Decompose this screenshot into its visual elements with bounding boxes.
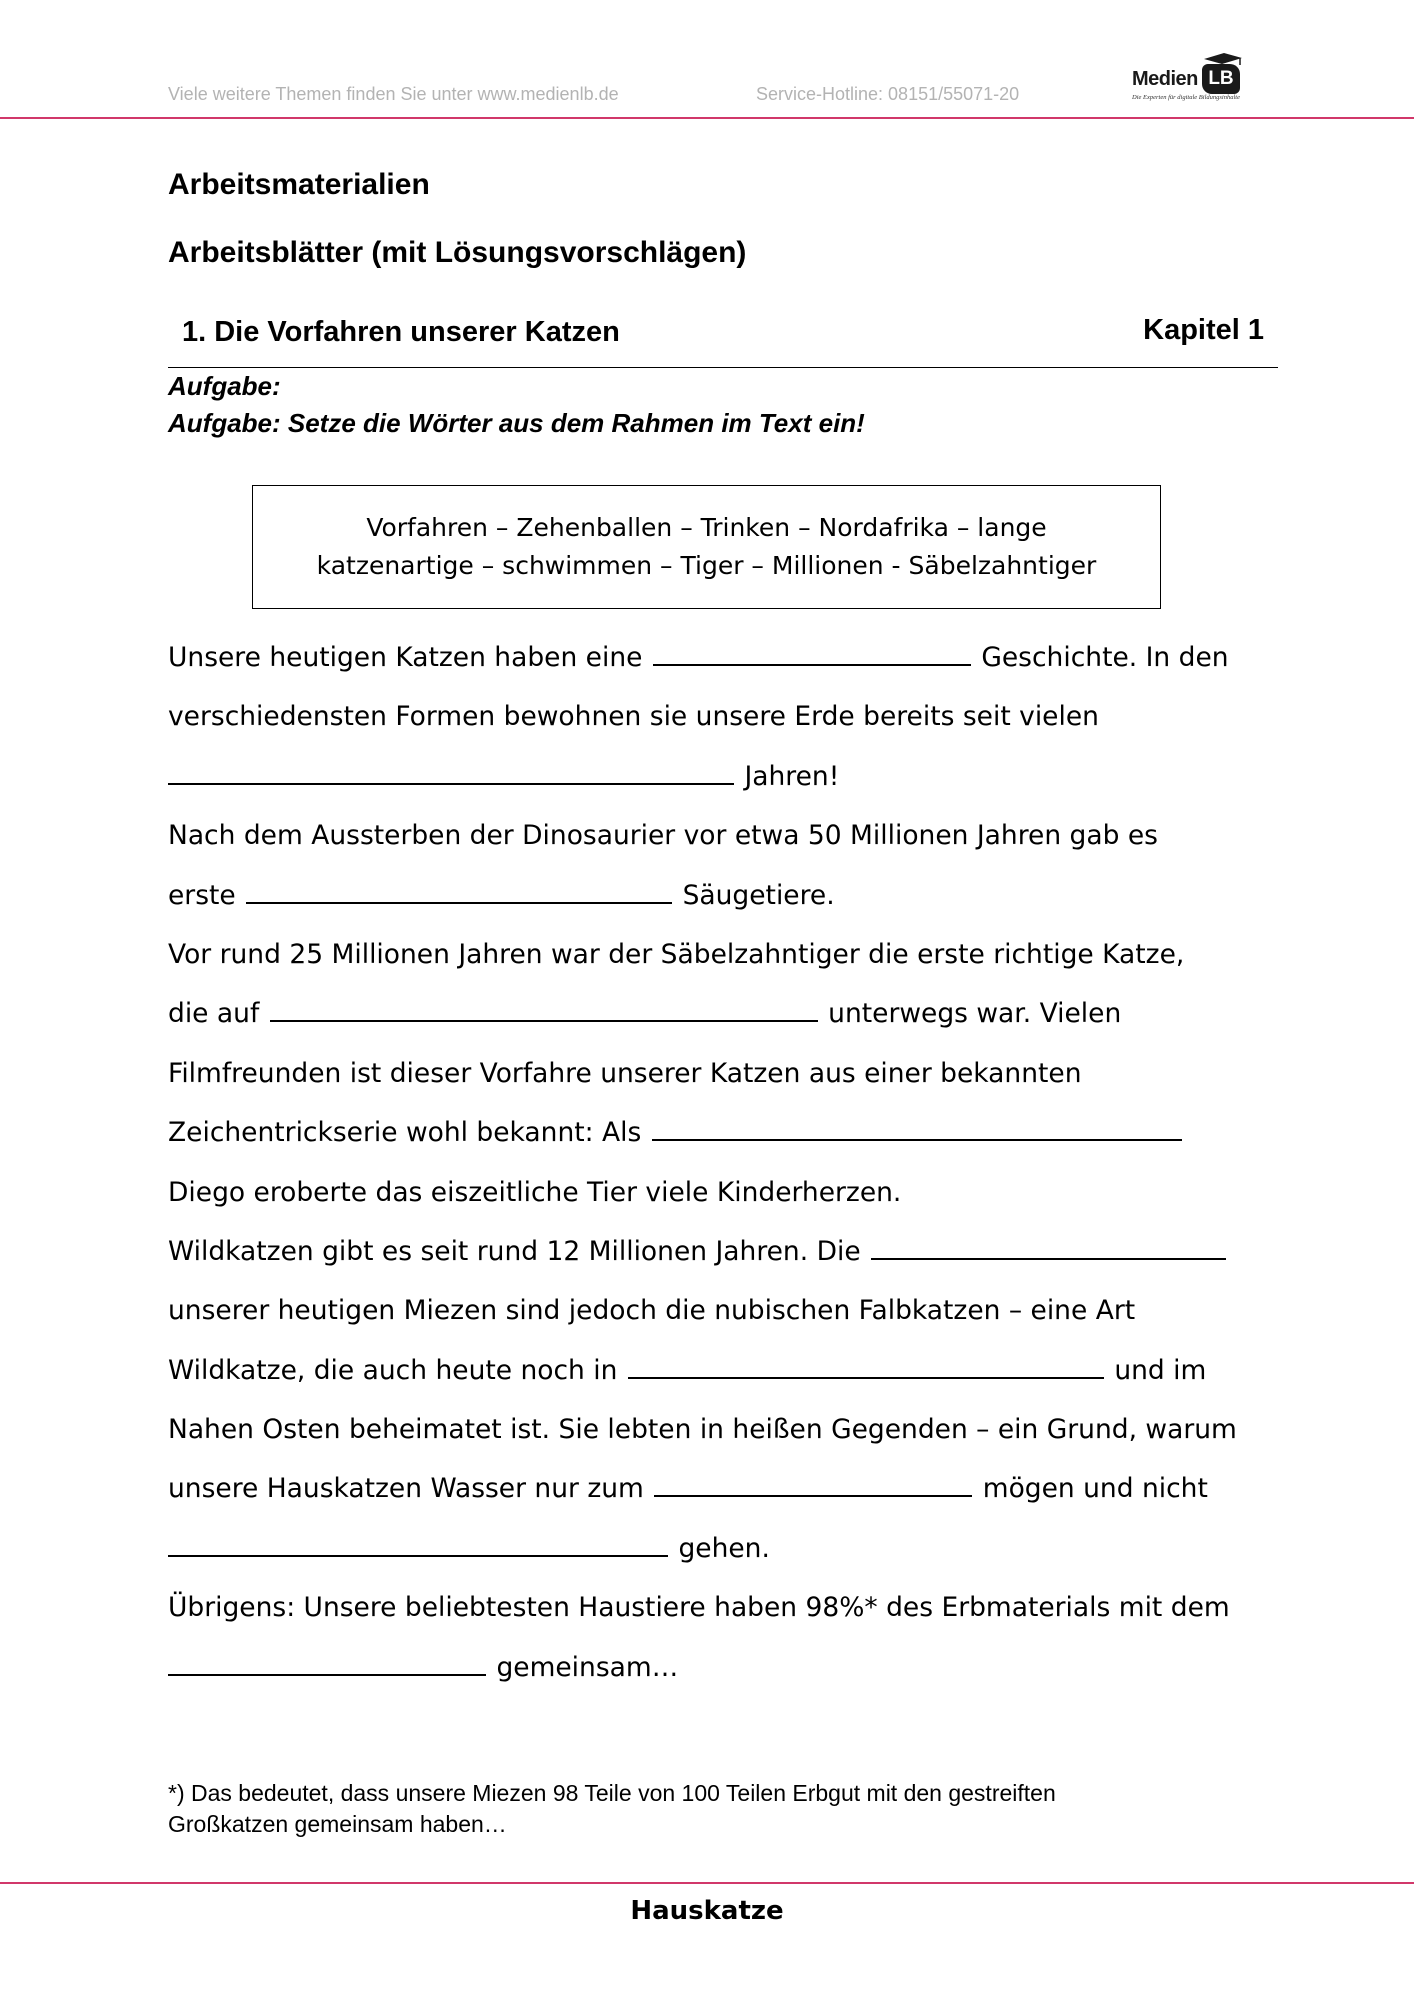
word-box (252, 485, 1161, 609)
cloze-text-segment: unsere Hauskatzen Wasser nur zum (168, 1473, 644, 1505)
cloze-text-segment: mögen und nicht (982, 1473, 1208, 1505)
cloze-text-segment: Filmfreunden ist dieser Vorfahre unserer Katzen aus einer bekannten (168, 1057, 1082, 1089)
header-divider (0, 117, 1414, 119)
header-hotline-text: Service-Hotline: 08151/55071-20 (756, 84, 1020, 104)
cloze-line (168, 806, 1308, 865)
logo-tagline: Die Experten für digitale Bildungsinhalte (1132, 94, 1240, 101)
cloze-text-segment: Vor rund 25 Millionen Jahren war der Säbelzahntiger die erste richtige Katze, (168, 938, 1185, 970)
cloze-text-segment: und im (1114, 1354, 1207, 1386)
cloze-line (168, 866, 1308, 925)
word-box-line: katzenartige – schwimmen – Tiger – Millionen - Säbelzahntiger (316, 551, 1097, 580)
answer-blank[interactable] (628, 1353, 1104, 1379)
answer-blank[interactable] (654, 1471, 972, 1497)
cloze-line (168, 687, 1308, 746)
header-website-text: Viele weitere Themen finden Sie unter www.medienlb.de (168, 84, 619, 104)
cloze-text-segment: Nahen Osten beheimatet ist. Sie lebten in heißen Gegenden – ein Grund, warum (168, 1414, 1237, 1446)
medienlb-logo (1130, 52, 1270, 108)
cloze-line (168, 747, 1308, 806)
cloze-line (168, 1519, 1308, 1578)
word-box-line: Vorfahren – Zehenballen – Trinken – Nordafrika – lange (366, 513, 1047, 542)
footnote-line: *) Das bedeutet, dass unsere Miezen 98 Teile von 100 Teilen Erbgut mit den gestreiften (168, 1780, 1056, 1806)
page-title: Arbeitsmaterialien (168, 168, 430, 201)
footer-divider (0, 1882, 1414, 1884)
cloze-text-segment: Zeichentrickserie wohl bekannt: Als (168, 1117, 642, 1149)
logo-word: Medien (1132, 68, 1198, 90)
page-subtitle: Arbeitsblätter (mit Lösungsvorschlägen) (168, 236, 747, 269)
cloze-text-segment: Diego eroberte das eiszeitliche Tier viele Kinderherzen. (168, 1176, 902, 1208)
cloze-line (168, 1163, 1308, 1222)
answer-blank[interactable] (652, 1115, 1182, 1141)
cloze-line (168, 1578, 1308, 1637)
cloze-line (168, 1459, 1308, 1518)
cloze-text (168, 628, 1308, 1697)
footnote-line: Großkatzen gemeinsam haben… (168, 1811, 507, 1837)
logo-badge: LB (1202, 64, 1240, 94)
task-heading: Aufgabe: (168, 371, 281, 401)
answer-blank[interactable] (270, 996, 818, 1022)
cloze-line (168, 984, 1308, 1043)
page-footer: Hauskatze (630, 1896, 784, 1926)
cloze-text-segment: gehen. (678, 1532, 770, 1564)
cloze-text-segment: gemeinsam… (496, 1651, 679, 1683)
cloze-text-segment: Übrigens: Unsere beliebtesten Haustiere haben 98%* des Erbmaterials mit dem (168, 1592, 1230, 1624)
cloze-text-segment: erste (168, 879, 236, 911)
cloze-line (168, 1341, 1308, 1400)
cloze-text-segment: Wildkatze, die auch heute noch in (168, 1354, 618, 1386)
cloze-text-segment: Unsere heutigen Katzen haben eine (168, 642, 643, 673)
cloze-line (168, 1103, 1308, 1162)
cloze-text-segment: Geschichte. In den (981, 642, 1229, 673)
cloze-text-segment: verschiedensten Formen bewohnen sie unsere Erde bereits seit vielen (168, 701, 1099, 733)
cloze-text-segment: Säugetiere. (682, 879, 835, 911)
cloze-text-segment: Wildkatzen gibt es seit rund 12 Millionen Jahren. Die (168, 1235, 861, 1267)
cloze-line (168, 1222, 1308, 1281)
answer-blank[interactable] (653, 640, 971, 666)
cloze-line (168, 628, 1308, 687)
task-instruction: Aufgabe: Setze die Wörter aus dem Rahmen im Text ein! (168, 408, 865, 438)
answer-blank[interactable] (871, 1234, 1226, 1260)
answer-blank[interactable] (168, 759, 734, 785)
cloze-text-segment: unterwegs war. Vielen (828, 998, 1122, 1030)
cloze-text-segment: die auf (168, 998, 260, 1030)
cloze-text-segment: Nach dem Aussterben der Dinosaurier vor etwa 50 Millionen Jahren gab es (168, 820, 1158, 852)
footnote (168, 1778, 1056, 1840)
answer-blank[interactable] (168, 1531, 668, 1557)
chapter-title: 1. Die Vorfahren unserer Katzen (182, 316, 620, 348)
chapter-divider (168, 367, 1278, 368)
cloze-line (168, 1400, 1308, 1459)
chapter-label: Kapitel 1 (1143, 314, 1264, 346)
cloze-line (168, 1044, 1308, 1103)
cloze-line (168, 1281, 1308, 1340)
cloze-line (168, 1638, 1308, 1697)
cloze-text-segment: unserer heutigen Miezen sind jedoch die nubischen Falbkatzen – eine Art (168, 1295, 1136, 1327)
cloze-text-segment: Jahren! (744, 760, 840, 792)
answer-blank[interactable] (246, 878, 672, 904)
cloze-line (168, 925, 1308, 984)
answer-blank[interactable] (168, 1650, 486, 1676)
